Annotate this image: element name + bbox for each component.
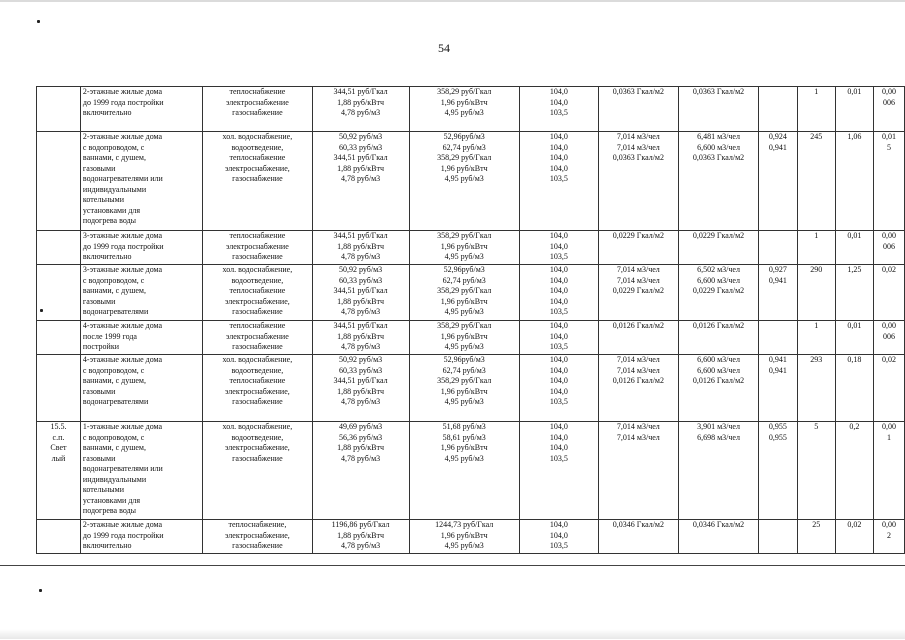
cell-tariff-current: 344,51 руб/Гкал 1,88 руб/кВтч 4,78 руб/м3 [312,321,409,355]
cell-norm-new: 3,901 м3/чел 6,698 м3/чел [678,422,758,520]
cell-norm-current: 0,0346 Гкал/м2 [598,520,678,554]
cell-building-category: 3-этажные жилые дома до 1999 года постройки включительно [80,231,202,265]
cell-tariff-new: 52,96руб/м3 62,74 руб/м3 358,29 руб/Гкал 1,96 руб/кВтч 4,95 руб/м3 [409,265,519,321]
cell-norm-current: 7,014 м3/чел 7,014 м3/чел [598,422,678,520]
cell-utility-services: теплоснабжение электроснабжение газоснабжение [203,321,312,355]
cell-amount: 0,02 [835,520,873,554]
cell-population: 5 [797,422,835,520]
cell-tariff-current: 49,69 руб/м3 56,36 руб/м3 1,88 руб/кВтч 4,78 руб/м3 [312,422,409,520]
cell-norm-new: 6,481 м3/чел 6,600 м3/чел 0,0363 Гкал/м2 [678,132,758,231]
cell-tariff-new: 52,96руб/м3 62,74 руб/м3 358,29 руб/Гкал 1,96 руб/кВтч 4,95 руб/м3 [409,355,519,422]
cell-tariff-current: 1196,86 руб/Гкал 1,88 руб/кВтч 4,78 руб/м3 [312,520,409,554]
cell-tariff-new: 51,68 руб/м3 58,61 руб/м3 1,96 руб/кВтч 4,95 руб/м3 [409,422,519,520]
cell-share: 0,02 [874,265,905,321]
cell-norm-new: 0,0229 Гкал/м2 [678,231,758,265]
cell-utility-services: хол. водоснабжение, водоотведение, электроснабжение, газоснабжение [203,422,312,520]
cell-tariff-index: 104,0 104,0 103,5 [519,231,598,265]
cell-amount: 0,01 [835,87,873,132]
cell-norm-current: 0,0363 Гкал/м2 [598,87,678,132]
cell-norm-current: 7,014 м3/чел 7,014 м3/чел 0,0229 Гкал/м2 [598,265,678,321]
cell-building-category: 3-этажные жилые дома с водопроводом, с ваннами, с душем, газовыми водонагревателями [80,265,202,321]
cell-share: 0,00 006 [874,87,905,132]
cell-share: 0,01 5 [874,132,905,231]
cell-tariff-index: 104,0 104,0 103,5 [519,520,598,554]
cell-population: 1 [797,231,835,265]
cell-building-category: 4-этажные жилые дома после 1999 года постройки [80,321,202,355]
cell-utility-services: теплоснабжение, электроснабжение, газоснабжение [203,520,312,554]
cell-amount: 0,01 [835,231,873,265]
cell-norm-new: 6,502 м3/чел 6,600 м3/чел 0,0229 Гкал/м2 [678,265,758,321]
cell-coefficient: 0,941 0,941 [759,355,798,422]
table-row [37,355,905,422]
cell-utility-services: хол. водоснабжение, водоотведение, теплоснабжение электроснабжение, газоснабжение [203,265,312,321]
cell-tariff-current: 344,51 руб/Гкал 1,88 руб/кВтч 4,78 руб/м3 [312,231,409,265]
page-bottom-rule [0,565,905,566]
cell-population: 290 [797,265,835,321]
cell-population: 293 [797,355,835,422]
cell-coefficient [759,231,798,265]
cell-population: 1 [797,87,835,132]
cell-tariff-index: 104,0 104,0 104,0 104,0 103,5 [519,355,598,422]
cell-amount: 1,06 [835,132,873,231]
scan-edge-top [0,0,905,2]
cell-section-number [37,321,81,355]
table-row [37,132,905,231]
cell-tariff-index: 104,0 104,0 104,0 103,5 [519,422,598,520]
cell-building-category: 2-этажные жилые дома до 1999 года постройки включительно [80,87,202,132]
cell-section-number [37,265,81,321]
scan-edge-bottom [0,629,905,639]
cell-share: 0,00 006 [874,321,905,355]
cell-building-category: 2-этажные жилые дома с водопроводом, с ваннами, с душем, газовыми водонагревателями или индивидуальными котельными установками для подогрева воды [80,132,202,231]
cell-section-number [37,231,81,265]
cell-amount: 0,01 [835,321,873,355]
cell-coefficient: 0,955 0,955 [759,422,798,520]
cell-coefficient [759,520,798,554]
cell-coefficient [759,321,798,355]
cell-utility-services: хол. водоснабжение, водоотведение, теплоснабжение электроснабжение, газоснабжение [203,132,312,231]
cell-tariff-index: 104,0 104,0 103,5 [519,321,598,355]
cell-share: 0,00 006 [874,231,905,265]
cell-tariff-new: 1244,73 руб/Гкал 1,96 руб/кВтч 4,95 руб/м3 [409,520,519,554]
cell-population: 25 [797,520,835,554]
table-row [37,265,905,321]
tariff-table [36,86,905,554]
cell-building-category: 2-этажные жилые дома до 1999 года постройки включительно [80,520,202,554]
cell-utility-services: теплоснабжение электроснабжение газоснабжение [203,87,312,132]
cell-norm-current: 0,0126 Гкал/м2 [598,321,678,355]
cell-building-category: 1-этажные жилые дома с водопроводом, с ваннами, с душем, газовыми водонагревателями или индивидуальными котельными установками для подогрева воды [80,422,202,520]
cell-norm-new: 0,0126 Гкал/м2 [678,321,758,355]
cell-norm-current: 7,014 м3/чел 7,014 м3/чел 0,0126 Гкал/м2 [598,355,678,422]
table-row [37,321,905,355]
cell-coefficient: 0,924 0,941 [759,132,798,231]
cell-tariff-index: 104,0 104,0 103,5 [519,87,598,132]
cell-tariff-current: 50,92 руб/м3 60,33 руб/м3 344,51 руб/Гкал 1,88 руб/кВтч 4,78 руб/м3 [312,132,409,231]
cell-share: 0,02 [874,355,905,422]
table-row [37,231,905,265]
cell-norm-new: 0,0346 Гкал/м2 [678,520,758,554]
scan-speck [39,589,42,592]
cell-amount: 1,25 [835,265,873,321]
cell-section-number [37,355,81,422]
table-row [37,422,905,520]
cell-coefficient [759,87,798,132]
cell-share: 0,00 2 [874,520,905,554]
cell-tariff-index: 104,0 104,0 104,0 104,0 103,5 [519,132,598,231]
scan-speck [37,20,40,23]
cell-tariff-current: 50,92 руб/м3 60,33 руб/м3 344,51 руб/Гкал 1,88 руб/кВтч 4,78 руб/м3 [312,355,409,422]
cell-share: 0,00 1 [874,422,905,520]
cell-norm-current: 0,0229 Гкал/м2 [598,231,678,265]
cell-utility-services: хол. водоснабжение, водоотведение, теплоснабжение электроснабжение, газоснабжение [203,355,312,422]
cell-section-number [37,87,81,132]
cell-section-number [37,132,81,231]
page-number: 54 [438,41,450,55]
cell-tariff-current: 50,92 руб/м3 60,33 руб/м3 344,51 руб/Гкал 1,88 руб/кВтч 4,78 руб/м3 [312,265,409,321]
cell-norm-new: 0,0363 Гкал/м2 [678,87,758,132]
cell-tariff-new: 358,29 руб/Гкал 1,96 руб/кВтч 4,95 руб/м3 [409,231,519,265]
cell-tariff-new: 52,96руб/м3 62,74 руб/м3 358,29 руб/Гкал 1,96 руб/кВтч 4,95 руб/м3 [409,132,519,231]
cell-building-category: 4-этажные жилые дома с водопроводом, с ваннами, с душем, газовыми водонагревателями [80,355,202,422]
cell-amount: 0,18 [835,355,873,422]
table-row [37,87,905,132]
cell-section-number [37,520,81,554]
cell-norm-current: 7,014 м3/чел 7,014 м3/чел 0,0363 Гкал/м2 [598,132,678,231]
cell-norm-new: 6,600 м3/чел 6,600 м3/чел 0,0126 Гкал/м2 [678,355,758,422]
cell-population: 1 [797,321,835,355]
cell-tariff-new: 358,29 руб/Гкал 1,96 руб/кВтч 4,95 руб/м3 [409,321,519,355]
table-row [37,520,905,554]
cell-amount: 0,2 [835,422,873,520]
cell-coefficient: 0,927 0,941 [759,265,798,321]
cell-utility-services: теплоснабжение электроснабжение газоснабжение [203,231,312,265]
cell-tariff-index: 104,0 104,0 104,0 104,0 103,5 [519,265,598,321]
cell-tariff-new: 358,29 руб/Гкал 1,96 руб/кВтч 4,95 руб/м3 [409,87,519,132]
cell-population: 245 [797,132,835,231]
cell-tariff-current: 344,51 руб/Гкал 1,88 руб/кВтч 4,78 руб/м3 [312,87,409,132]
cell-section-number: 15.5. с.п. Свет лый [37,422,81,520]
